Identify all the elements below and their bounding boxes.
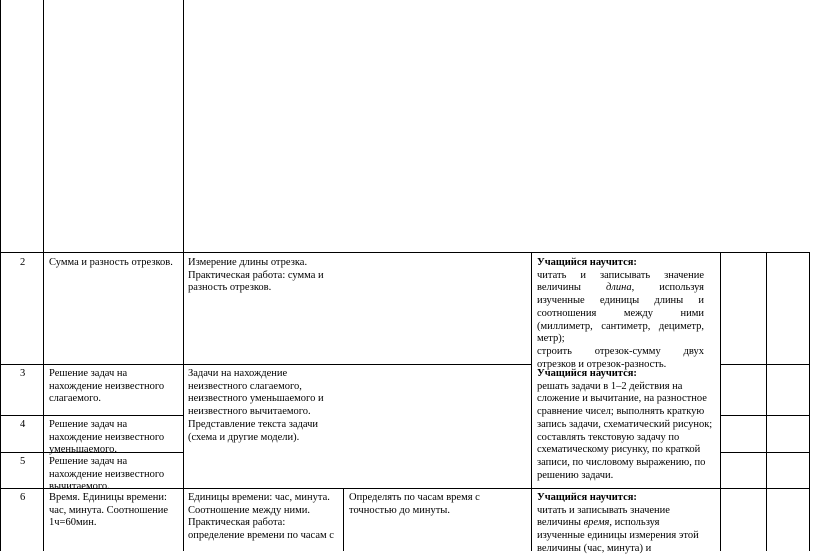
topic-cell: Решение задач на нахождение неизвестного вычитаемого. xyxy=(49,456,165,493)
row-divider-3-right xyxy=(720,364,810,365)
row-divider-4-right xyxy=(720,415,810,416)
results-cell xyxy=(537,368,715,482)
results-cell xyxy=(537,492,707,556)
results-text: решать задачи в 1–2 действия на сложение и вычитание, на разностное сравнение чисел; выполнять краткую запись задачи, схематический рисунок; составлять текстовую задачу по схематическому рисунку, по краткой записи, по числовому выражению, по решению задачи. xyxy=(537,380,713,481)
row-divider-top xyxy=(0,252,810,253)
results-text: читать и записывать значение величины время, используя изученные единицы измерения этой величины (час, минута) и xyxy=(537,504,699,554)
results-heading: Учащийся научится: xyxy=(537,257,637,268)
results-cell xyxy=(537,257,704,371)
row-number: 4 xyxy=(20,419,26,430)
row-number: 6 xyxy=(20,492,26,503)
row-number: 2 xyxy=(20,257,26,268)
column-divider-6 xyxy=(766,252,767,551)
column-divider-2 xyxy=(183,0,184,551)
column-divider-7 xyxy=(809,252,810,551)
column-divider-5 xyxy=(720,252,721,551)
results-heading: Учащийся научится: xyxy=(537,492,637,503)
row-divider-3 xyxy=(0,364,531,365)
results-text: читать и записывать значение величины длина, используя изученные единицы длины и соотношения между ними (миллиметр, сантиметр, дециметр, метр); строить отрезок-сумму двух отрезков и отрезок-разность. xyxy=(537,269,704,370)
row-number: 3 xyxy=(20,368,26,379)
column-divider-4 xyxy=(531,252,532,551)
row-divider-5-right xyxy=(720,452,810,453)
activity-cell: Определять по часам время с точностью до минуты. xyxy=(349,492,480,516)
topic-cell: Решение задач на нахождение неизвестного уменьшаемого. xyxy=(49,419,165,456)
table-border-left xyxy=(0,0,1,551)
column-divider-1 xyxy=(43,0,44,551)
topic-cell: Сумма и разность отрезков. xyxy=(49,257,173,268)
topic-cell: Время. Единицы времени: час, минута. Соотношение 1ч=60мин. xyxy=(49,492,169,529)
results-heading: Учащийся научится: xyxy=(537,368,637,379)
column-divider-3 xyxy=(343,488,344,551)
content-cell: Задачи на нахождение неизвестного слагаемого, неизвестного уменьшаемого и неизвестного вычитаемого. Представление текста задачи (схема и другие модели). xyxy=(188,368,324,443)
content-cell: Единицы времени: час, минута. Соотношение между ними. Практическая работа: определение времени по часам с xyxy=(188,492,334,542)
row-number: 5 xyxy=(20,456,26,467)
topic-cell: Решение задач на нахождение неизвестного слагаемого. xyxy=(49,368,165,405)
content-cell: Измерение длины отрезка. Практическая работа: сумма и разность отрезков. xyxy=(188,257,324,294)
row-divider-4 xyxy=(0,415,183,416)
